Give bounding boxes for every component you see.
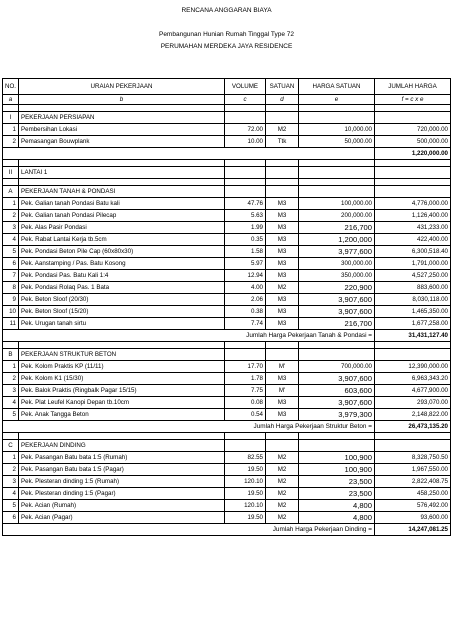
item-volume: 4.00: [225, 282, 266, 294]
empty-cell: [266, 105, 299, 112]
table-row: [3, 476, 451, 488]
item-description: Pek. Kolom K1 (15/30): [19, 373, 225, 385]
item-volume: 2.06: [225, 294, 266, 306]
spacer-row: [3, 179, 451, 186]
item-unit: M3: [266, 409, 299, 421]
table-row: [3, 306, 451, 318]
section-title: PEKERJAAN PERSIAPAN: [19, 112, 225, 124]
item-total: 12,390,000.00: [375, 361, 451, 373]
empty-cell: [266, 112, 299, 124]
empty-cell: [19, 179, 225, 186]
subtotal-label: Jumlah Harga Pekerjaan Struktur Beton =: [3, 421, 375, 433]
empty-cell: [299, 112, 375, 124]
table-row: [3, 136, 451, 148]
item-unit: Ttk: [266, 136, 299, 148]
item-unit-price: 10,000.00: [299, 124, 375, 136]
item-volume: 19.50: [225, 488, 266, 500]
item-unit: M3: [266, 306, 299, 318]
empty-cell: [225, 160, 266, 167]
item-unit-price: 603,600: [299, 385, 375, 397]
subtotal-value: 31,431,127.40: [375, 330, 451, 342]
item-number: 1: [3, 198, 19, 210]
item-total: 4,527,250.00: [375, 270, 451, 282]
item-unit: M3: [266, 373, 299, 385]
item-volume: 5.97: [225, 258, 266, 270]
item-total: 576,492.00: [375, 500, 451, 512]
section-title: PEKERJAAN TANAH & PONDASI: [19, 186, 225, 198]
item-volume: 1.58: [225, 246, 266, 258]
table-row: [3, 198, 451, 210]
empty-cell: [19, 105, 225, 112]
item-number: 6: [3, 258, 19, 270]
item-volume: 7.74: [225, 318, 266, 330]
empty-cell: [299, 186, 375, 198]
item-volume: 7.75: [225, 385, 266, 397]
item-unit: M3: [266, 234, 299, 246]
item-unit: M2: [266, 500, 299, 512]
item-unit-price: 3,907,600: [299, 373, 375, 385]
item-description: Pek. Pondasi Pas. Batu Kali 1:4: [19, 270, 225, 282]
item-number: 5: [3, 246, 19, 258]
empty-cell: [225, 349, 266, 361]
item-description: Pek. Galian tanah Pondasi Pilecap: [19, 210, 225, 222]
col-header-price: HARGA SATUAN: [299, 79, 375, 95]
item-unit: M3: [266, 222, 299, 234]
item-total: 500,000.00: [375, 136, 451, 148]
item-description: Pek. Galian tanah Pondasi Batu kali: [19, 198, 225, 210]
table-row: [3, 361, 451, 373]
item-total: 1,465,350.00: [375, 306, 451, 318]
empty-cell: [375, 433, 451, 440]
col-code-e: e: [299, 95, 375, 105]
item-unit: M2: [266, 488, 299, 500]
item-number: 5: [3, 500, 19, 512]
item-description: Pek. Beton Sloof (15/20): [19, 306, 225, 318]
subtotal-row: [3, 421, 451, 433]
item-number: 9: [3, 294, 19, 306]
col-code-b: b: [19, 95, 225, 105]
empty-cell: [3, 105, 19, 112]
item-number: 5: [3, 409, 19, 421]
item-volume: 17.70: [225, 361, 266, 373]
item-unit-price: 23,500: [299, 476, 375, 488]
empty-cell: [299, 179, 375, 186]
table-row: [3, 246, 451, 258]
item-unit-price: 100,900: [299, 452, 375, 464]
col-header-volume: VOLUME: [225, 79, 266, 95]
item-unit-price: 216,700: [299, 222, 375, 234]
item-total: 6,300,518.40: [375, 246, 451, 258]
item-total: 1,677,258.00: [375, 318, 451, 330]
item-volume: 1.78: [225, 373, 266, 385]
section-number: II: [3, 167, 19, 179]
col-header-desc: URAIAN PEKERJAAN: [19, 79, 225, 95]
item-unit-price: 300,000.00: [299, 258, 375, 270]
table-row: [3, 373, 451, 385]
spacer-row: [3, 342, 451, 349]
item-total: 720,000.00: [375, 124, 451, 136]
subtotal-row: [3, 148, 451, 160]
table-row: [3, 234, 451, 246]
cost-estimate-table: [2, 78, 451, 536]
table-row: [3, 294, 451, 306]
item-total: 1,126,400.00: [375, 210, 451, 222]
item-number: 1: [3, 124, 19, 136]
item-total: 4,776,000.00: [375, 198, 451, 210]
item-unit: M3: [266, 318, 299, 330]
col-code-d: d: [266, 95, 299, 105]
item-unit: M': [266, 361, 299, 373]
empty-cell: [266, 433, 299, 440]
empty-cell: [375, 349, 451, 361]
item-volume: 19.50: [225, 464, 266, 476]
empty-cell: [266, 342, 299, 349]
empty-cell: [266, 167, 299, 179]
column-code-row: [3, 95, 451, 105]
item-unit-price: 4,800: [299, 500, 375, 512]
empty-cell: [225, 179, 266, 186]
empty-cell: [375, 440, 451, 452]
empty-cell: [375, 179, 451, 186]
empty-cell: [19, 342, 225, 349]
item-description: Pek. Kolom Praktis KP (11/11): [19, 361, 225, 373]
item-description: Pek. Pasangan Batu bata 1:5 (Rumah): [19, 452, 225, 464]
section-heading-row: [3, 440, 451, 452]
item-unit-price: 3,977,600: [299, 246, 375, 258]
table-body: [3, 105, 451, 536]
item-number: 4: [3, 397, 19, 409]
item-unit: M3: [266, 294, 299, 306]
item-unit: M3: [266, 270, 299, 282]
table-row: [3, 258, 451, 270]
empty-cell: [266, 440, 299, 452]
section-title: PEKERJAAN STRUKTUR BETON: [19, 349, 225, 361]
item-unit: M2: [266, 464, 299, 476]
empty-cell: [266, 186, 299, 198]
item-unit-price: 23,500: [299, 488, 375, 500]
col-header-no: NO.: [3, 79, 19, 95]
item-total: 6,963,343.20: [375, 373, 451, 385]
empty-cell: [375, 105, 451, 112]
section-heading-row: [3, 349, 451, 361]
empty-cell: [299, 433, 375, 440]
item-unit-price: 350,000.00: [299, 270, 375, 282]
item-number: 2: [3, 136, 19, 148]
table-row: [3, 500, 451, 512]
empty-cell: [3, 433, 19, 440]
table-row: [3, 282, 451, 294]
item-unit-price: 3,907,600: [299, 306, 375, 318]
section-title: PEKERJAAN DINDING: [19, 440, 225, 452]
item-unit: M3: [266, 397, 299, 409]
item-total: 458,250.00: [375, 488, 451, 500]
item-volume: 72.00: [225, 124, 266, 136]
empty-cell: [299, 167, 375, 179]
item-volume: 10.00: [225, 136, 266, 148]
item-number: 6: [3, 512, 19, 524]
item-volume: 5.63: [225, 210, 266, 222]
col-header-unit: SATUAN: [266, 79, 299, 95]
item-total: 93,600.00: [375, 512, 451, 524]
subtotal-value: 26,473,135.20: [375, 421, 451, 433]
item-volume: 12.94: [225, 270, 266, 282]
empty-cell: [299, 160, 375, 167]
item-number: 1: [3, 361, 19, 373]
item-number: 7: [3, 270, 19, 282]
item-unit-price: 1,200,000: [299, 234, 375, 246]
item-description: Pek. Plesteran dinding 1:5 (Rumah): [19, 476, 225, 488]
item-unit-price: 220,900: [299, 282, 375, 294]
empty-cell: [225, 342, 266, 349]
empty-cell: [266, 179, 299, 186]
empty-cell: [3, 342, 19, 349]
item-volume: 0.35: [225, 234, 266, 246]
table-row: [3, 222, 451, 234]
item-number: 4: [3, 488, 19, 500]
item-unit-price: 700,000.00: [299, 361, 375, 373]
item-total: 2,822,408.75: [375, 476, 451, 488]
item-unit: M3: [266, 210, 299, 222]
table-row: [3, 409, 451, 421]
empty-cell: [3, 160, 19, 167]
empty-cell: [225, 440, 266, 452]
empty-cell: [225, 167, 266, 179]
item-volume: 1.99: [225, 222, 266, 234]
subtotal-label: Jumlah Harga Pekerjaan Tanah & Pondasi =: [3, 330, 375, 342]
item-description: Pek. Plat Leufel Kanopi Depan tb.10cm: [19, 397, 225, 409]
empty-cell: [225, 112, 266, 124]
item-description: Pek. Acian (Rumah): [19, 500, 225, 512]
item-total: 8,030,118.00: [375, 294, 451, 306]
empty-cell: [299, 105, 375, 112]
spacer-row: [3, 105, 451, 112]
item-total: 431,233.00: [375, 222, 451, 234]
subtotal-value: 14,247,081.25: [375, 524, 451, 536]
item-description: Pek. Anak Tangga Beton: [19, 409, 225, 421]
project-name: Pembangunan Hunian Rumah Tinggal Type 72: [158, 31, 295, 38]
item-volume: 120.10: [225, 476, 266, 488]
empty-cell: [375, 167, 451, 179]
item-number: 3: [3, 385, 19, 397]
section-number: A: [3, 186, 19, 198]
table-row: [3, 210, 451, 222]
item-unit: M3: [266, 246, 299, 258]
empty-cell: [266, 160, 299, 167]
item-number: 3: [3, 476, 19, 488]
item-unit: M2: [266, 452, 299, 464]
project-location: PERUMAHAN MERDEKA JAYA RESIDENCE: [160, 43, 293, 50]
empty-cell: [299, 349, 375, 361]
empty-cell: [225, 105, 266, 112]
subtotal-row: [3, 524, 451, 536]
item-description: Pembersihan Lokasi: [19, 124, 225, 136]
section-heading-row: [3, 186, 451, 198]
item-description: Pek. Urugan tanah sirtu: [19, 318, 225, 330]
table-row: [3, 318, 451, 330]
item-unit-price: 216,700: [299, 318, 375, 330]
item-unit-price: 3,907,600: [299, 397, 375, 409]
empty-cell: [299, 440, 375, 452]
table-row: [3, 512, 451, 524]
item-unit: M2: [266, 476, 299, 488]
item-unit-price: 50,000.00: [299, 136, 375, 148]
spacer-row: [3, 160, 451, 167]
table-header-row: [3, 79, 451, 95]
item-volume: 0.54: [225, 409, 266, 421]
item-volume: 0.08: [225, 397, 266, 409]
item-number: 1: [3, 452, 19, 464]
table-row: [3, 397, 451, 409]
col-header-total: JUMLAH HARGA: [375, 79, 451, 95]
col-code-f: f = c x e: [375, 95, 451, 105]
item-total: 1,967,550.00: [375, 464, 451, 476]
section-number: B: [3, 349, 19, 361]
empty-cell: [375, 186, 451, 198]
item-number: 10: [3, 306, 19, 318]
item-unit-price: 3,907,600: [299, 294, 375, 306]
item-unit: M3: [266, 198, 299, 210]
table-row: [3, 488, 451, 500]
item-unit-price: 100,000.00: [299, 198, 375, 210]
subtotal-row: [3, 330, 451, 342]
col-code-a: a: [3, 95, 19, 105]
item-description: Pemasangan Bouwplank: [19, 136, 225, 148]
item-total: 4,677,900.00: [375, 385, 451, 397]
item-total: 2,148,822.00: [375, 409, 451, 421]
item-unit: M3: [266, 258, 299, 270]
item-total: 422,400.00: [375, 234, 451, 246]
item-description: Pek. Alas Pasir Pondasi: [19, 222, 225, 234]
section-number: I: [3, 112, 19, 124]
item-volume: 82.55: [225, 452, 266, 464]
item-number: 4: [3, 234, 19, 246]
item-unit: M2: [266, 124, 299, 136]
empty-cell: [225, 186, 266, 198]
table-row: [3, 385, 451, 397]
item-volume: 120.10: [225, 500, 266, 512]
item-unit: M2: [266, 282, 299, 294]
item-description: Pek. Pondasi Beton Pile Cap (60x80x30): [19, 246, 225, 258]
item-total: 883,600.00: [375, 282, 451, 294]
item-description: Pek. Acian (Pagar): [19, 512, 225, 524]
item-number: 2: [3, 464, 19, 476]
empty-cell: [266, 349, 299, 361]
empty-cell: [375, 160, 451, 167]
table-row: [3, 464, 451, 476]
item-unit: M2: [266, 512, 299, 524]
item-number: 11: [3, 318, 19, 330]
empty-cell: [375, 112, 451, 124]
item-description: Pek. Plesteran dinding 1:5 (Pagar): [19, 488, 225, 500]
item-volume: 19.50: [225, 512, 266, 524]
section-heading-row: [3, 167, 451, 179]
item-description: Pek. Pondasi Rolaq Pas. 1 Bata: [19, 282, 225, 294]
item-description: Pek. Aanstamping / Pas. Batu Kosong: [19, 258, 225, 270]
item-description: Pek. Beton Sloof (20/30): [19, 294, 225, 306]
item-unit-price: 100,900: [299, 464, 375, 476]
section-heading-row: [3, 112, 451, 124]
item-unit-price: 200,000.00: [299, 210, 375, 222]
item-total: 1,791,000.00: [375, 258, 451, 270]
subtotal-value: 1,220,000.00: [375, 148, 451, 160]
subtotal-label: Jumlah Harga Pekerjaan Dinding =: [3, 524, 375, 536]
item-total: 8,328,750.50: [375, 452, 451, 464]
item-total: 293,070.00: [375, 397, 451, 409]
item-unit-price: 4,800: [299, 512, 375, 524]
table-row: [3, 452, 451, 464]
empty-cell: [19, 433, 225, 440]
table-row: [3, 124, 451, 136]
item-number: 8: [3, 282, 19, 294]
item-description: Pek. Pasangan Batu bata 1:5 (Pagar): [19, 464, 225, 476]
item-number: 2: [3, 373, 19, 385]
empty-cell: [19, 160, 225, 167]
col-code-c: c: [225, 95, 266, 105]
spacer-row: [3, 433, 451, 440]
doc-title: RENCANA ANGGARAN BIAYA: [181, 7, 272, 14]
item-number: 3: [3, 222, 19, 234]
item-volume: 47.76: [225, 198, 266, 210]
item-number: 2: [3, 210, 19, 222]
item-description: Pek. Balok Praktis (Ringbalk Pagar 15/15): [19, 385, 225, 397]
section-title: LANTAI 1: [19, 167, 225, 179]
item-unit: M': [266, 385, 299, 397]
empty-cell: [225, 433, 266, 440]
empty-cell: [3, 179, 19, 186]
empty-cell: [299, 342, 375, 349]
subtotal-label: [3, 148, 375, 160]
item-unit-price: 3,979,300: [299, 409, 375, 421]
empty-cell: [375, 342, 451, 349]
table-row: [3, 270, 451, 282]
item-volume: 0.38: [225, 306, 266, 318]
section-number: C: [3, 440, 19, 452]
item-description: Pek. Rabat Lantai Kerja tb.5cm: [19, 234, 225, 246]
